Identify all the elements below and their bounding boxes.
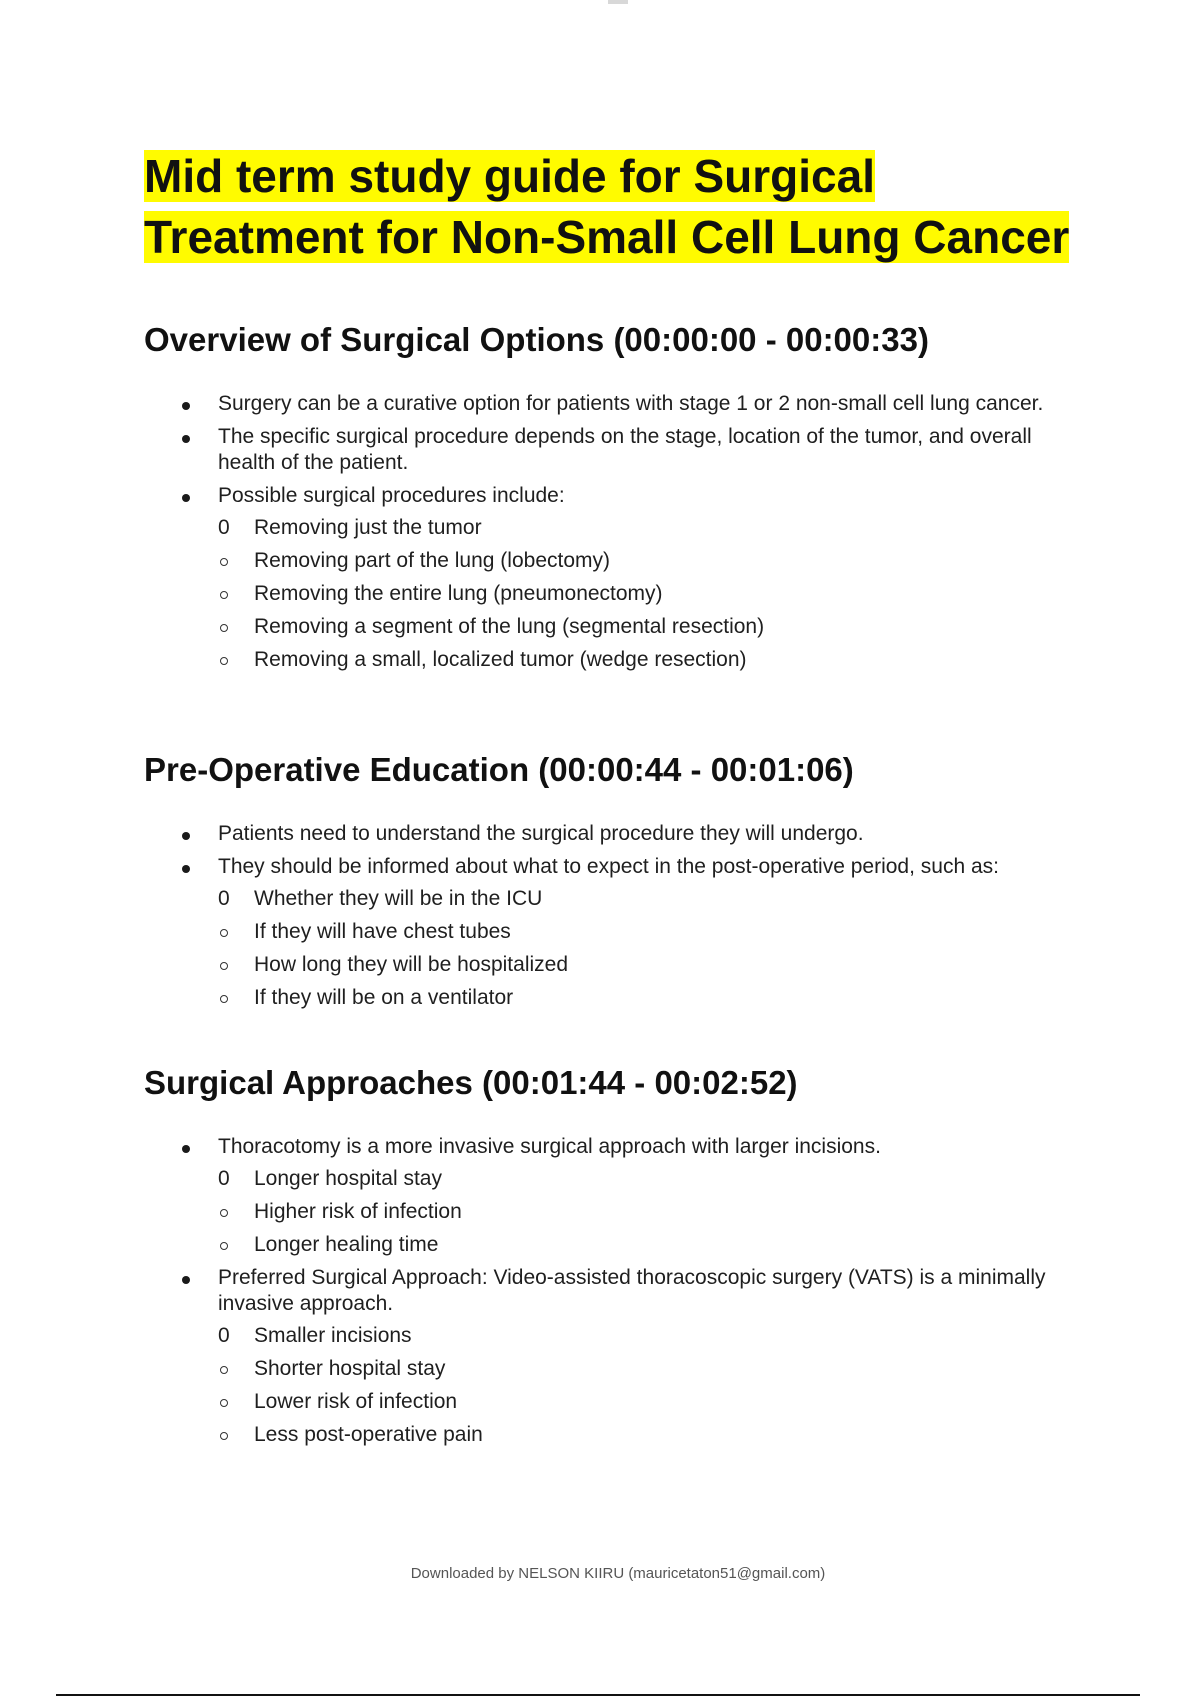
sub-list: [218, 886, 1082, 1011]
sub-item-text: Removing part of the lung (lobectomy): [254, 549, 611, 572]
hollow-circle-icon: [220, 995, 228, 1003]
sub-list: [218, 515, 1082, 673]
list-item-text: The specific surgical procedure depends on the stage, location of the tumor, and overall health of the patient.: [218, 425, 1032, 474]
list-item-text: They should be informed about what to expect in the post-operative period, such as:: [218, 855, 999, 878]
section-heading-overview: Overview of Surgical Options (00:00:00 - 00:00:33): [144, 321, 929, 358]
hollow-circle-icon: [220, 1366, 228, 1374]
list-item: [182, 424, 1082, 476]
sub-list-item: [218, 1356, 1082, 1382]
hollow-circle-icon: [220, 591, 228, 599]
bullet-dot-icon: [182, 832, 190, 840]
hollow-circle-icon: [220, 1209, 228, 1217]
sub-marker: 0: [218, 887, 230, 910]
document-page: [144, 146, 1094, 1446]
hollow-circle-icon: [220, 1399, 228, 1407]
sub-list-item: [218, 919, 1082, 945]
sub-list-item: [218, 1232, 1082, 1258]
sub-list-item: [218, 985, 1082, 1011]
list-item: [182, 1134, 1082, 1258]
title-line-1: Mid term study guide for Surgical: [144, 150, 875, 202]
bottom-divider: [56, 1694, 1140, 1696]
sub-item-text: Less post-operative pain: [254, 1423, 483, 1446]
hollow-circle-icon: [220, 1242, 228, 1250]
sub-item-text: Smaller incisions: [254, 1324, 412, 1347]
bullet-dot-icon: [182, 494, 190, 502]
sub-item-text: How long they will be hospitalized: [254, 953, 569, 976]
sub-list-item: [218, 1389, 1082, 1415]
list-item: [182, 1265, 1082, 1448]
sub-item-text: Lower risk of infection: [254, 1390, 458, 1413]
sub-item-text: Removing the entire lung (pneumonectomy): [254, 582, 663, 605]
hollow-circle-icon: [220, 657, 228, 665]
list-item-text: Preferred Surgical Approach: Video-assisted thoracoscopic surgery (VATS) is a minimally invasive approach.: [218, 1266, 1046, 1315]
list-item-text: Surgery can be a curative option for patients with stage 1 or 2 non-small cell lung cancer.: [218, 392, 1044, 415]
section-heading-surgical-approaches: Surgical Approaches (00:01:44 - 00:02:52): [144, 1064, 798, 1101]
bullet-list-pre-operative: [182, 821, 1082, 1018]
sub-marker: 0: [218, 516, 230, 539]
sub-list-item: [218, 886, 1082, 912]
sub-list-item: [218, 1166, 1082, 1192]
list-item: [182, 483, 1082, 673]
sub-list: [218, 1166, 1082, 1258]
sub-list-item: [218, 548, 1082, 574]
title-line-2: Treatment for Non-Small Cell Lung Cancer: [144, 211, 1070, 263]
sub-item-text: If they will have chest tubes: [254, 920, 511, 943]
hollow-circle-icon: [220, 624, 228, 632]
sub-marker: 0: [218, 1324, 230, 1347]
hollow-circle-icon: [220, 558, 228, 566]
bullet-dot-icon: [182, 1145, 190, 1153]
hollow-circle-icon: [220, 929, 228, 937]
sub-item-text: Longer healing time: [254, 1233, 439, 1256]
document-title: [144, 146, 1094, 268]
sub-item-text: Shorter hospital stay: [254, 1357, 446, 1380]
page-top-mark: [608, 0, 628, 4]
bullet-list-surgical-approaches: [182, 1134, 1082, 1455]
hollow-circle-icon: [220, 1432, 228, 1440]
list-item-text: Thoracotomy is a more invasive surgical approach with larger incisions.: [218, 1135, 881, 1158]
bullet-dot-icon: [182, 435, 190, 443]
bullet-dot-icon: [182, 865, 190, 873]
bullet-dot-icon: [182, 1276, 190, 1284]
sub-item-text: Removing a small, localized tumor (wedge resection): [254, 648, 747, 671]
list-item: [182, 821, 1082, 847]
sub-list-item: [218, 1199, 1082, 1225]
hollow-circle-icon: [220, 962, 228, 970]
sub-list: [218, 1323, 1082, 1448]
download-footer: Downloaded by NELSON KIIRU (mauricetaton51@gmail.com): [410, 1565, 826, 1582]
list-item: [182, 391, 1082, 417]
sub-item-text: Removing a segment of the lung (segmental resection): [254, 615, 765, 638]
bullet-dot-icon: [182, 402, 190, 410]
sub-item-text: Removing just the tumor: [254, 516, 482, 539]
sub-list-item: [218, 581, 1082, 607]
list-item-text: Possible surgical procedures include:: [218, 484, 565, 507]
sub-item-text: Higher risk of infection: [254, 1200, 462, 1223]
list-item-text: Patients need to understand the surgical procedure they will undergo.: [218, 822, 864, 845]
sub-list-item: [218, 952, 1082, 978]
sub-list-item: [218, 515, 1082, 541]
sub-list-item: [218, 1422, 1082, 1448]
section-heading-pre-operative: Pre-Operative Education (00:00:44 - 00:01:06): [144, 751, 854, 788]
sub-marker: 0: [218, 1167, 230, 1190]
sub-item-text: If they will be on a ventilator: [254, 986, 514, 1009]
sub-item-text: Longer hospital stay: [254, 1167, 442, 1190]
list-item: [182, 854, 1082, 1011]
bullet-list-overview: [182, 391, 1082, 680]
sub-list-item: [218, 614, 1082, 640]
sub-list-item: [218, 1323, 1082, 1349]
sub-list-item: [218, 647, 1082, 673]
sub-item-text: Whether they will be in the ICU: [254, 887, 543, 910]
